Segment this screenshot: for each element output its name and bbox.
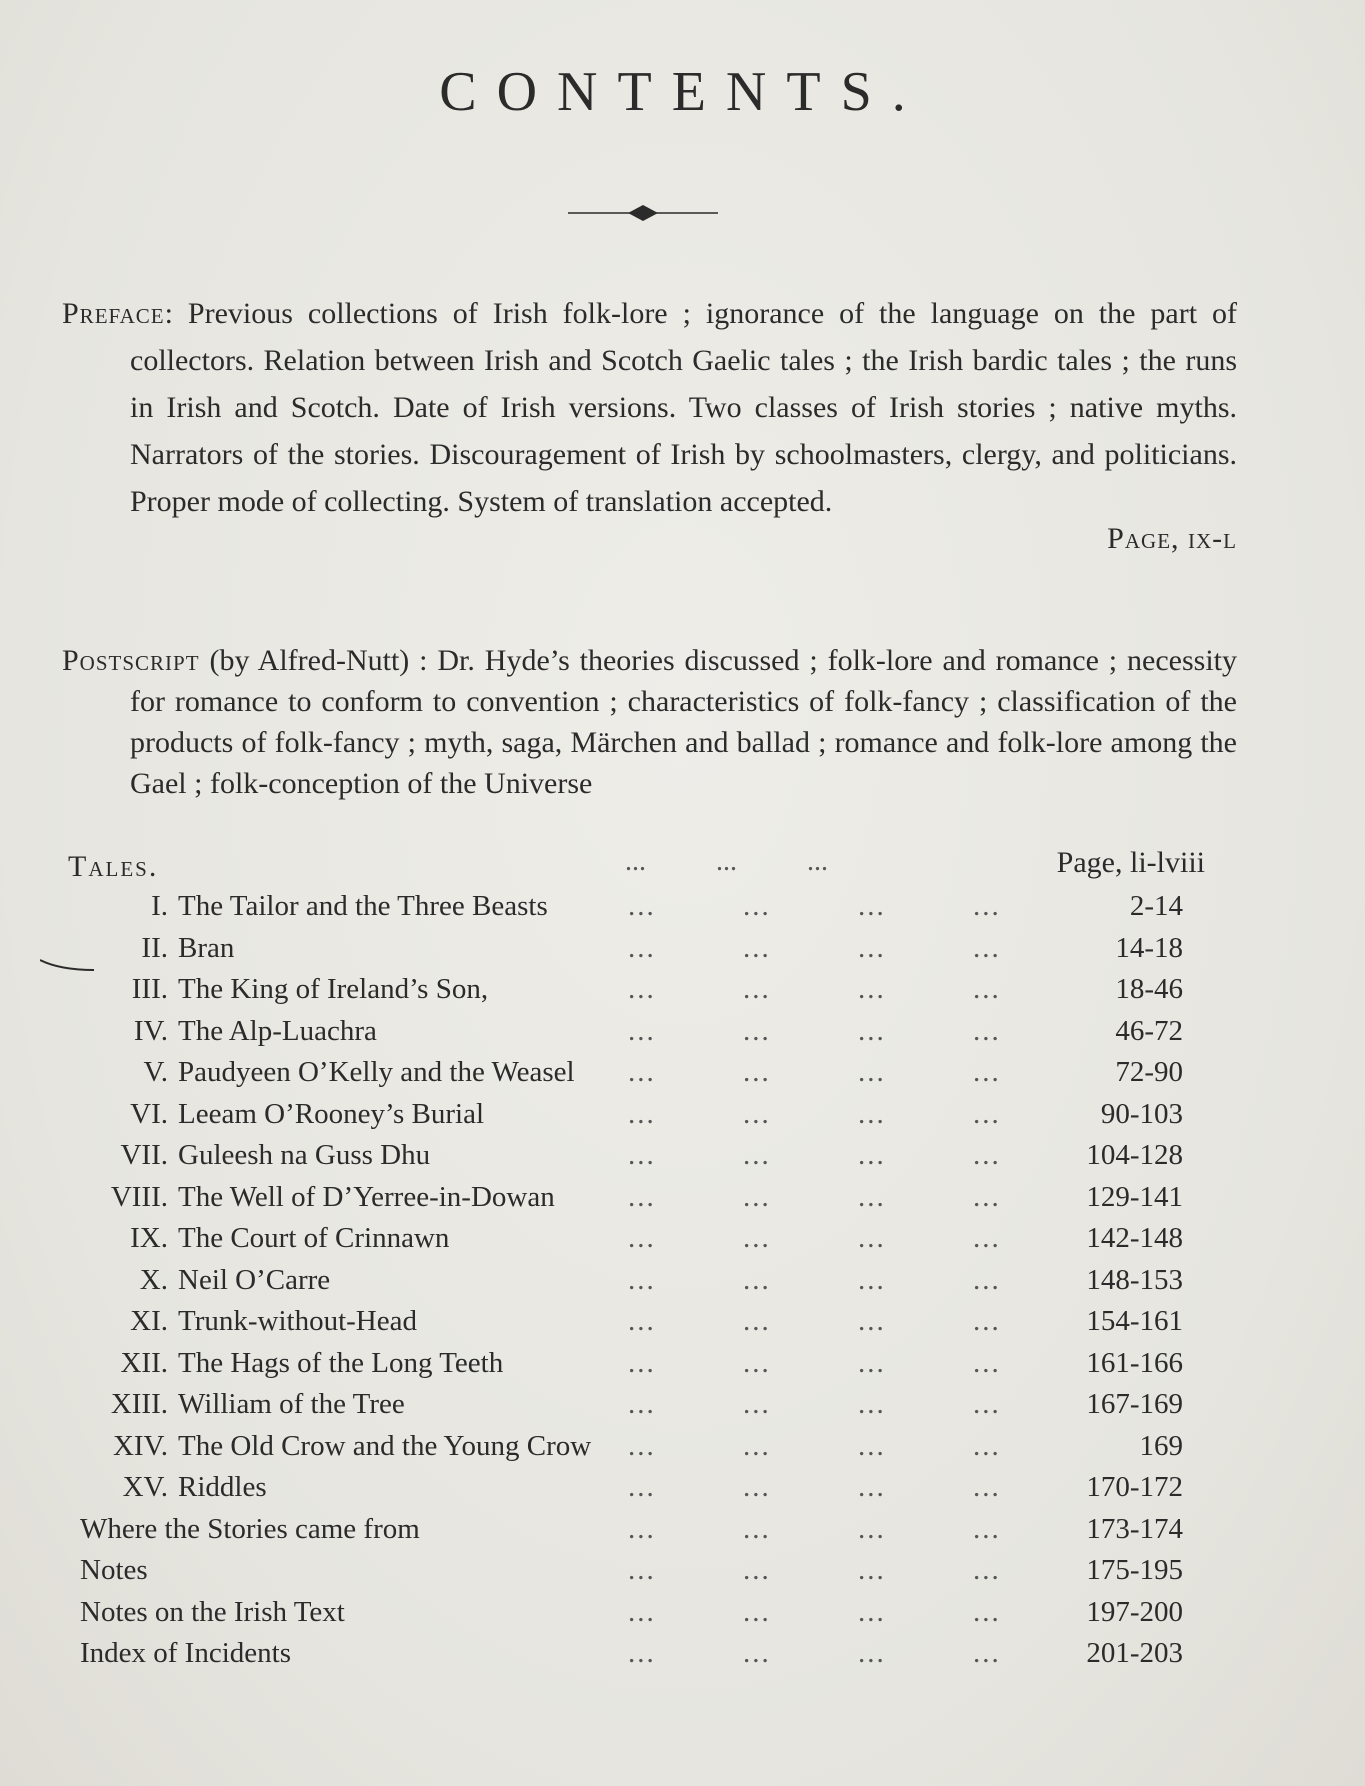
toc-row-title: The Hags of the Long Teeth [178, 1346, 504, 1379]
toc-row-number: I. [151, 890, 168, 922]
leader-dots: ... [628, 1637, 656, 1669]
page-title: CONTENTS. [439, 61, 926, 123]
leader-dots: ... [628, 1512, 656, 1545]
leader-dots: ... [743, 1595, 771, 1628]
preface-label: Preface [62, 297, 165, 330]
leader-dots: ... [858, 1139, 886, 1171]
leader-dots: ... [743, 1180, 771, 1213]
toc-row-title: Trunk-without-Head [178, 1305, 417, 1337]
leader-dots: ... [858, 1471, 886, 1503]
toc-row-title: The Court of Crinnawn [178, 1222, 450, 1254]
leader-dots: ... [973, 1554, 1001, 1586]
toc-row-page: 161-166 [1086, 1346, 1183, 1379]
toc-row-leader-dots [628, 1056, 1088, 1089]
tales-list [68, 890, 1183, 1679]
toc-row-number: XIII. [110, 1388, 168, 1420]
ornament-divider-icon [568, 200, 718, 226]
leader-dots: ... [973, 1056, 1001, 1088]
toc-row-page: 129-141 [1086, 1180, 1183, 1213]
preface-entry [62, 290, 1237, 525]
toc-row-leader-dots [628, 1305, 1088, 1338]
toc-row-leader-dots [628, 1015, 1088, 1048]
leader-dots: ... [628, 890, 656, 922]
toc-row-page: 154-161 [1086, 1305, 1183, 1337]
toc-row-page: 175-195 [1086, 1554, 1183, 1586]
toc-row [68, 1347, 1183, 1389]
toc-row-page: 173-174 [1086, 1512, 1183, 1545]
toc-row [68, 1015, 1183, 1057]
toc-row-number: X. [139, 1263, 168, 1296]
leader-dots: ... [743, 1388, 771, 1420]
postscript-text: (by Alfred-Nutt) : Dr. Hyde’s theories discussed ; folk-lore and romance ; necessity for romance to conform to convention ; characteristics of folk-fancy ; classification of the products of folk-fancy ; myth, saga, Märchen and ballad ; romance and folk-lore among the Gael ; folk-conception of the Universe [130, 644, 1237, 800]
toc-row [68, 1554, 1183, 1596]
toc-row-leader-dots [628, 1222, 1088, 1255]
toc-row-leader-dots [628, 1139, 1088, 1172]
toc-row-number: IX. [130, 1222, 168, 1254]
toc-row-leader-dots [628, 1098, 1088, 1131]
leader-dots: ... [743, 890, 771, 922]
leader-dots: ... [973, 1429, 1001, 1462]
postscript-label: Postscript [62, 644, 200, 677]
leader-dots: ... [628, 1097, 656, 1130]
leader-dots: ... [858, 1429, 886, 1462]
toc-row-page: 197-200 [1086, 1595, 1183, 1628]
leader-dots: ... [973, 1222, 1001, 1254]
toc-row-number: VI. [130, 1097, 168, 1130]
toc-row-title: Paudyeen O’Kelly and the Weasel [178, 1056, 575, 1088]
toc-row [68, 932, 1183, 974]
toc-row-leader-dots [628, 1181, 1088, 1214]
leader-dots: ... [858, 1388, 886, 1420]
toc-row-title: Leeam O’Rooney’s Burial [178, 1097, 485, 1130]
toc-row [68, 1305, 1183, 1347]
toc-row-page: 142-148 [1086, 1222, 1183, 1254]
toc-row-title: Riddles [178, 1471, 267, 1503]
toc-row [68, 1264, 1183, 1306]
toc-row-title: Guleesh na Guss Dhu [178, 1139, 431, 1171]
toc-row-page: 46-72 [1115, 1014, 1183, 1047]
leader-dots: ... [628, 1139, 656, 1171]
leader-dots: ... [628, 1180, 656, 1213]
leader-dots: ... [973, 890, 1001, 922]
toc-row [68, 1430, 1183, 1472]
leader-dots: ... [858, 1595, 886, 1628]
leader-dots: ... [973, 1346, 1001, 1379]
toc-row-leader-dots [628, 932, 1088, 965]
toc-row-number: III. [131, 973, 168, 1005]
preface-section [62, 290, 1237, 562]
leader-dots: ... [973, 1471, 1001, 1503]
toc-row-page: 72-90 [1115, 1056, 1183, 1088]
leader-dots: ... [628, 973, 656, 1005]
toc-row-leader-dots [628, 1596, 1088, 1629]
leader-dots: ... [973, 1263, 1001, 1296]
leader-dots: ... [743, 1554, 771, 1586]
leader-dots: ... [858, 1554, 886, 1586]
leader-dots: ... [628, 1056, 656, 1088]
leader-dots: ... [973, 1180, 1001, 1213]
toc-row-title: William of the Tree [178, 1388, 405, 1420]
toc-row-leader-dots [628, 1347, 1088, 1380]
leader-dots: ... [858, 1346, 886, 1379]
leader-dots: ... [628, 1014, 656, 1047]
leader-dots: ... [858, 1014, 886, 1047]
toc-row-number: VIII. [110, 1180, 168, 1213]
leader-dots: ... [973, 973, 1001, 1005]
postscript-section [62, 640, 1237, 804]
leader-dots: ... [628, 1346, 656, 1379]
leader-dots: ... [628, 1429, 656, 1462]
toc-row-number: IV. [133, 1014, 168, 1047]
leader-dots: ... [628, 1471, 656, 1503]
toc-row-number: XI. [130, 1305, 168, 1337]
toc-row [68, 890, 1183, 932]
leader-dots: ... [743, 931, 771, 964]
leader-dots: ... [858, 1097, 886, 1130]
postscript-entry [62, 640, 1237, 804]
leader-dots: ... [858, 1222, 886, 1254]
toc-row-title: The King of Ireland’s Son, [178, 973, 489, 1005]
toc-row [68, 1637, 1183, 1679]
leader-dots: ... [973, 1637, 1001, 1669]
leader-dots: ... [628, 1305, 656, 1337]
leader-dots: ... [973, 1014, 1001, 1047]
toc-row-number: XV. [122, 1471, 168, 1503]
leader-dots: ... [858, 1180, 886, 1213]
leader-dots: ... [628, 1595, 656, 1628]
toc-row-page: 201-203 [1086, 1637, 1183, 1669]
leader-dots: ... [858, 1305, 886, 1337]
toc-row-leader-dots [628, 1513, 1088, 1546]
tales-heading: Tales. [68, 850, 159, 883]
leader-dots: ... [973, 1512, 1001, 1545]
toc-row [68, 973, 1183, 1015]
leader-dots: ... [858, 1512, 886, 1545]
leader-dots: ... [858, 1056, 886, 1088]
toc-row [68, 1388, 1183, 1430]
toc-row-title: Notes on the Irish Text [80, 1595, 345, 1628]
leader-dots: ... [858, 973, 886, 1005]
toc-row-leader-dots [628, 973, 1088, 1006]
leader-dots: ... [973, 931, 1001, 964]
postscript-page: Page, li-lviii [1056, 846, 1205, 879]
leader-dots: ... [628, 1222, 656, 1254]
toc-row-title: The Alp-Luachra [178, 1014, 377, 1047]
toc-row-title: Neil O’Carre [178, 1263, 331, 1296]
toc-row-title: Bran [178, 931, 235, 964]
toc-row-page: 14-18 [1115, 931, 1183, 964]
leader-dots: ... [973, 1097, 1001, 1130]
toc-row-title: The Old Crow and the Young Crow [178, 1429, 592, 1462]
toc-row-title: The Well of D’Yerree-in-Dowan [178, 1180, 555, 1213]
leader-dots: ... [743, 1305, 771, 1337]
toc-row-number: V. [143, 1056, 168, 1088]
leader-dots: ... [858, 931, 886, 964]
preface-text: : Previous collections of Irish folk-lore ; ignorance of the language on the part of collectors. Relation between Irish and Scotch Gaelic tales ; the Irish bardic tales ; the runs in Irish and Scotch. Date of Irish versions. Two classes of Irish stories ; native myths. Narrators of the stories. Discouragement of Irish by schoolmasters, clergy, and politicians. Proper mode of collecting. System of translation accepted. [130, 297, 1237, 518]
toc-row-page: 104-128 [1086, 1139, 1183, 1171]
leader-dots: ... [628, 1388, 656, 1420]
toc-row-page: 170-172 [1086, 1471, 1183, 1503]
leader-dots: ... [743, 1263, 771, 1296]
toc-row-leader-dots [628, 1554, 1088, 1587]
postscript-dots: ... ... ... [625, 846, 828, 877]
leader-dots: ... [858, 1263, 886, 1296]
toc-row-title: The Tailor and the Three Beasts [178, 890, 548, 922]
leader-dots: ... [973, 1388, 1001, 1420]
leader-dots: ... [743, 973, 771, 1005]
toc-row [68, 1471, 1183, 1513]
toc-row-title: Notes [80, 1554, 148, 1586]
leader-dots: ... [973, 1305, 1001, 1337]
toc-row-number: XII. [120, 1346, 168, 1379]
toc-row [68, 1596, 1183, 1638]
leader-dots: ... [743, 1512, 771, 1545]
leader-dots: ... [743, 1346, 771, 1379]
toc-row-page: 90-103 [1100, 1097, 1183, 1130]
leader-dots: ... [973, 1595, 1001, 1628]
leader-dots: ... [858, 890, 886, 922]
toc-row [68, 1181, 1183, 1223]
leader-dots: ... [743, 1429, 771, 1462]
leader-dots: ... [628, 931, 656, 964]
toc-row [68, 1098, 1183, 1140]
toc-row-leader-dots [628, 1388, 1088, 1421]
toc-row [68, 1222, 1183, 1264]
leader-dots: ... [628, 1554, 656, 1586]
toc-row-leader-dots [628, 1264, 1088, 1297]
toc-row-page: 18-46 [1115, 973, 1183, 1005]
toc-row-leader-dots [628, 1430, 1088, 1463]
toc-row [68, 1139, 1183, 1181]
leader-dots: ... [628, 1263, 656, 1296]
leader-dots: ... [973, 1139, 1001, 1171]
preface-page: Page, ix-l [1107, 522, 1237, 555]
toc-row [68, 1056, 1183, 1098]
toc-row-number: II. [141, 931, 168, 964]
leader-dots: ... [743, 1139, 771, 1171]
leader-dots: ... [743, 1097, 771, 1130]
toc-row-number: XIV. [112, 1429, 168, 1462]
toc-row-leader-dots [628, 1471, 1088, 1504]
leader-dots: ... [743, 1471, 771, 1503]
toc-row-leader-dots [628, 890, 1088, 923]
toc-row-page: 2-14 [1129, 890, 1183, 922]
toc-row-title: Index of Incidents [80, 1637, 291, 1669]
leader-dots: ... [743, 1637, 771, 1669]
toc-row-title: Where the Stories came from [80, 1512, 420, 1545]
leader-dots: ... [743, 1056, 771, 1088]
leader-dots: ... [858, 1637, 886, 1669]
toc-row-page: 169 [1139, 1429, 1183, 1462]
leader-dots: ... [743, 1222, 771, 1254]
toc-row-page: 167-169 [1086, 1388, 1183, 1420]
toc-row [68, 1513, 1183, 1555]
toc-row-page: 148-153 [1086, 1263, 1183, 1296]
toc-row-leader-dots [628, 1637, 1088, 1670]
leader-dots: ... [743, 1014, 771, 1047]
toc-row-number: VII. [120, 1139, 168, 1171]
